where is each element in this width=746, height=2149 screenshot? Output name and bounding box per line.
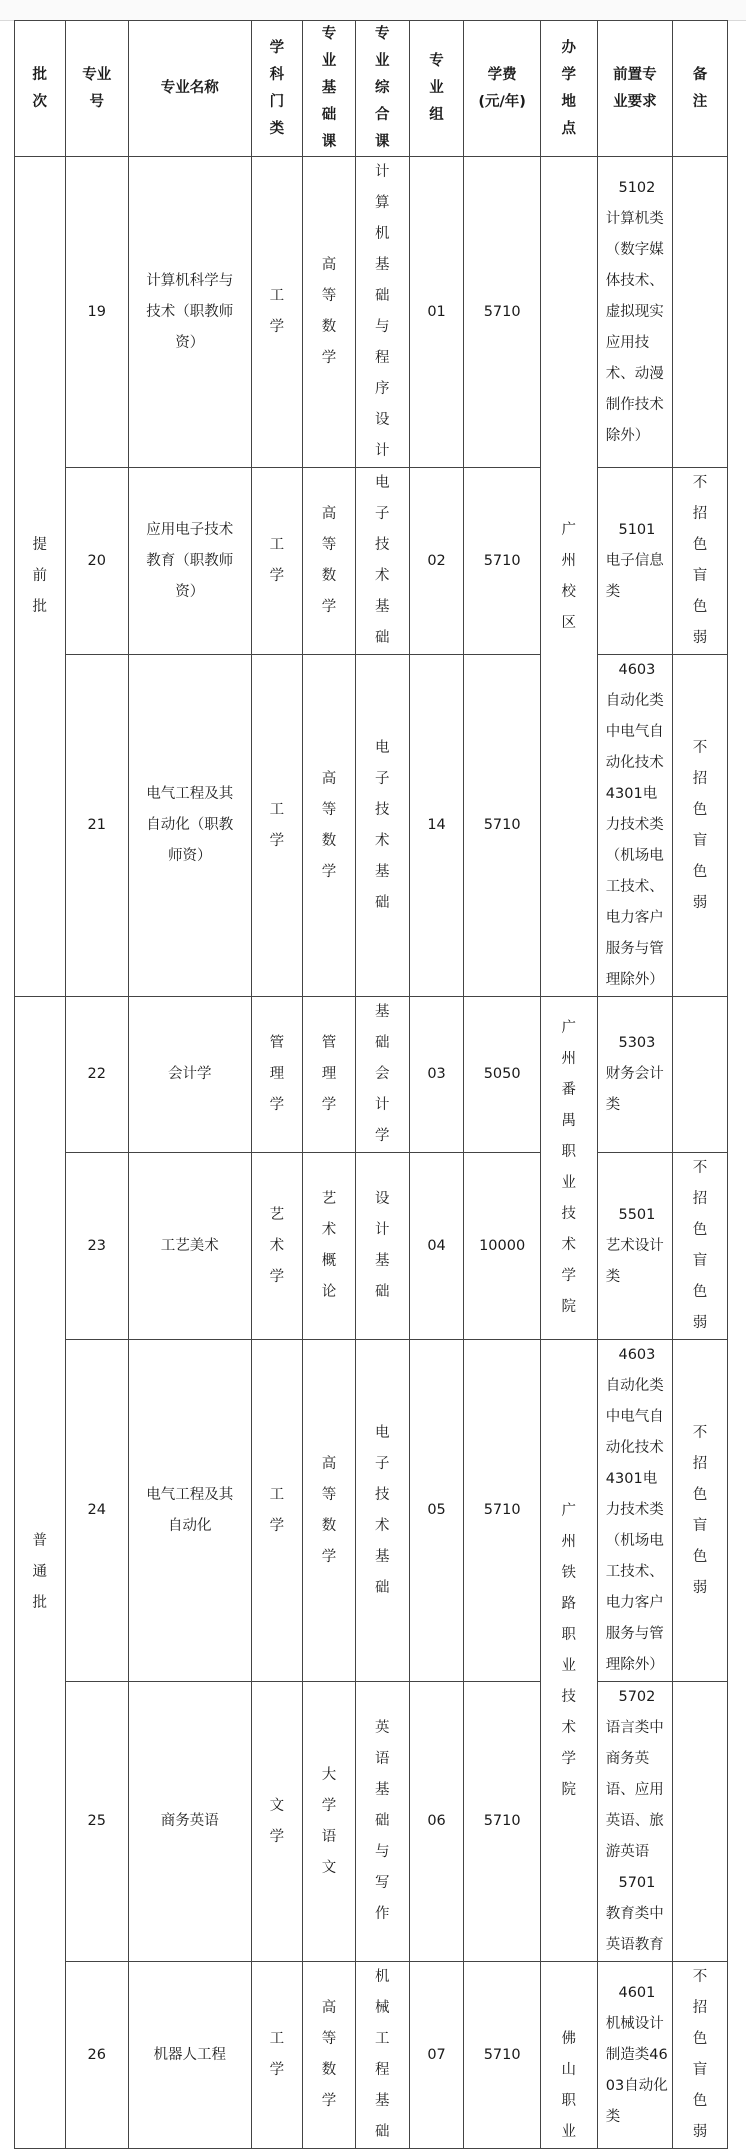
- row-note: 不招色盲色弱: [673, 1962, 728, 2149]
- prereq-text: 艺术设计类: [605, 1237, 664, 1285]
- row-basic: 大学语文: [303, 1682, 356, 1962]
- row-prereq: [597, 997, 672, 1153]
- row-group: 14: [409, 655, 464, 997]
- prereq-code: 5303: [618, 1035, 656, 1051]
- prereq-code: 4603: [618, 662, 656, 678]
- row-note: [673, 157, 728, 468]
- row-basic: 高等数学: [303, 655, 356, 997]
- row-group: 04: [409, 1153, 464, 1340]
- header-name: 专业名称: [128, 21, 251, 157]
- row-category: 管理学: [251, 997, 303, 1153]
- row-name: 电气工程及其自动化（职教师资）: [128, 655, 251, 997]
- header-prereq: 前置专业要求: [597, 21, 672, 157]
- row-comprehensive: 电子技术基础: [355, 655, 409, 997]
- table-row: [15, 157, 728, 468]
- table-row: [15, 1682, 728, 1962]
- row-category: 工学: [251, 655, 303, 997]
- row-code: 25: [65, 1682, 128, 1962]
- row-note: 不招色盲色弱: [673, 1340, 728, 1682]
- row-name: 应用电子技术教育（职教师资）: [128, 468, 251, 655]
- prereq-text: 机械设计制造类4603自动化类: [605, 2015, 668, 2125]
- prereq-text: 电子信息类: [605, 552, 664, 600]
- prereq-text-2: 教育类中英语教育: [605, 1906, 664, 1953]
- header-fee: 学费(元/年): [464, 21, 540, 157]
- prereq-code: 5501: [618, 1206, 656, 1223]
- location-panyu: 广州番禺职业技术学院: [540, 997, 597, 1340]
- row-prereq: [597, 1340, 672, 1682]
- batch-early: 提前批: [15, 157, 66, 997]
- prereq-code: 5102: [618, 179, 656, 196]
- prereq-code: 5101: [618, 521, 656, 538]
- row-fee: 5710: [464, 1962, 540, 2149]
- row-fee: 5050: [464, 997, 540, 1153]
- row-fee: 5710: [464, 1340, 540, 1682]
- header-code: 专业号: [65, 21, 128, 157]
- row-group: 06: [409, 1682, 464, 1962]
- table-row: [15, 1962, 728, 2149]
- row-basic: 高等数学: [303, 157, 356, 468]
- prereq-code: 4603: [618, 1347, 656, 1363]
- header-row: [15, 21, 728, 157]
- row-fee: 5710: [464, 468, 540, 655]
- row-group: 03: [409, 997, 464, 1153]
- row-basic: 高等数学: [303, 1962, 356, 2149]
- location-foshan: 佛山职业: [540, 1962, 597, 2149]
- row-name: 计算机科学与技术（职教师资）: [128, 157, 251, 468]
- header-location: 办学地点: [540, 21, 597, 157]
- prereq-text: 计算机类（数字媒体技术、虚拟现实应用技术、动漫制作技术除外）: [605, 210, 664, 444]
- row-basic: 高等数学: [303, 1340, 356, 1682]
- row-comprehensive: 电子技术基础: [355, 468, 409, 655]
- row-prereq: [597, 1682, 672, 1962]
- row-category: 工学: [251, 1340, 303, 1682]
- table-row: [15, 1340, 728, 1682]
- header-group: 专业组: [409, 21, 464, 157]
- header-batch: 批次: [15, 21, 66, 157]
- row-group: 02: [409, 468, 464, 655]
- row-prereq: [597, 1153, 672, 1340]
- row-prereq: [597, 157, 672, 468]
- row-code: 19: [65, 157, 128, 468]
- prereq-text: 自动化类中电气自动化技术4301电力技术类（机场电工技术、电力客户服务与管理除外）: [605, 693, 664, 988]
- header-note: 备注: [673, 21, 728, 157]
- row-note: [673, 997, 728, 1153]
- row-comprehensive: 计算机基础与程序设计: [355, 157, 409, 468]
- row-basic: 艺术概论: [303, 1153, 356, 1340]
- row-comprehensive: 基础会计学: [355, 997, 409, 1153]
- header-category: 学科门类: [251, 21, 303, 157]
- row-code: 24: [65, 1340, 128, 1682]
- prereq-text: 语言类中商务英语、应用英语、旅游英语: [605, 1720, 664, 1860]
- prereq-code: 4601: [618, 1984, 656, 2001]
- row-name: 工艺美术: [128, 1153, 251, 1340]
- location-guangzhou-campus: 广州校区: [540, 157, 597, 997]
- row-fee: 10000: [464, 1153, 540, 1340]
- row-comprehensive: 机械工程基础: [355, 1962, 409, 2149]
- row-comprehensive: 设计基础: [355, 1153, 409, 1340]
- prereq-code-2: 5701: [618, 1875, 656, 1891]
- row-fee: 5710: [464, 157, 540, 468]
- row-note: [673, 1682, 728, 1962]
- table-row: [15, 997, 728, 1153]
- row-note: 不招色盲色弱: [673, 655, 728, 997]
- prereq-text: 自动化类中电气自动化技术4301电力技术类（机场电工技术、电力客户服务与管理除外）: [605, 1378, 664, 1673]
- row-group: 05: [409, 1340, 464, 1682]
- row-category: 文学: [251, 1682, 303, 1962]
- row-prereq: [597, 655, 672, 997]
- table-row: [15, 1153, 728, 1340]
- row-name: 商务英语: [128, 1682, 251, 1962]
- row-fee: 5710: [464, 1682, 540, 1962]
- prereq-code: 5702: [618, 1689, 656, 1705]
- row-name: 机器人工程: [128, 1962, 251, 2149]
- row-group: 01: [409, 157, 464, 468]
- header-comprehensive: 专业综合课: [355, 21, 409, 157]
- location-railway: 广州铁路职业技术学院: [540, 1340, 597, 1962]
- row-basic: 管理学: [303, 997, 356, 1153]
- header-basic: 专业基础课: [303, 21, 356, 157]
- row-note: 不招色盲色弱: [673, 1153, 728, 1340]
- table-row: [15, 468, 728, 655]
- row-comprehensive: 电子技术基础: [355, 1340, 409, 1682]
- row-name: 会计学: [128, 997, 251, 1153]
- row-code: 20: [65, 468, 128, 655]
- row-code: 23: [65, 1153, 128, 1340]
- row-code: 26: [65, 1962, 128, 2149]
- batch-regular: 普通批: [15, 997, 66, 2149]
- row-group: 07: [409, 1962, 464, 2149]
- row-category: 工学: [251, 1962, 303, 2149]
- top-divider: [0, 0, 746, 21]
- row-code: 21: [65, 655, 128, 997]
- row-fee: 5710: [464, 655, 540, 997]
- admission-table: [14, 20, 728, 2149]
- row-prereq: [597, 1962, 672, 2149]
- table-row: [15, 655, 728, 997]
- row-prereq: [597, 468, 672, 655]
- row-category: 艺术学: [251, 1153, 303, 1340]
- row-comprehensive: 英语基础与写作: [355, 1682, 409, 1962]
- row-basic: 高等数学: [303, 468, 356, 655]
- row-name: 电气工程及其自动化: [128, 1340, 251, 1682]
- prereq-text: 财务会计类: [605, 1066, 664, 1113]
- row-note: 不招色盲色弱: [673, 468, 728, 655]
- row-category: 工学: [251, 468, 303, 655]
- row-category: 工学: [251, 157, 303, 468]
- row-code: 22: [65, 997, 128, 1153]
